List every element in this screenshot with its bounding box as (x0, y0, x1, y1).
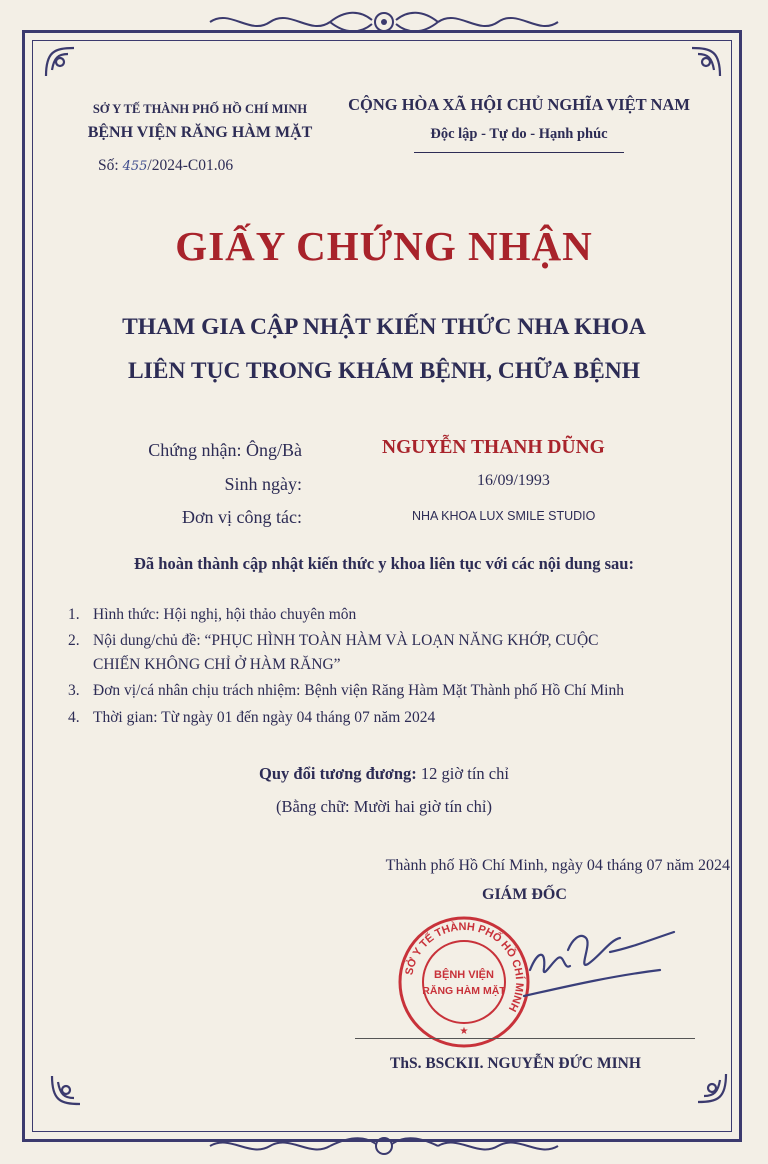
issuing-department: SỞ Y TẾ THÀNH PHỐ HỒ CHÍ MINH (92, 102, 308, 116)
top-ornament-icon (200, 6, 568, 38)
credit-label: Quy đổi tương đương: (259, 764, 417, 783)
place-and-date: Thành phố Hồ Chí Minh, ngày 04 tháng 07 năm 2024 (385, 857, 730, 874)
document-number (98, 157, 233, 175)
issuing-hospital: BỆNH VIỆN RĂNG HÀM MẶT (87, 124, 313, 141)
corner-ornament-icon (46, 1070, 86, 1110)
certificate-subtitle-line2: LIÊN TỤC TRONG KHÁM BỆNH, CHỮA BỆNH (127, 358, 641, 384)
birth-date-value: 16/09/1993 (477, 472, 550, 489)
seal-center-line1: BỆNH VIỆN (434, 969, 494, 981)
national-motto: Độc lập - Tự do - Hạnh phúc (430, 126, 608, 142)
corner-ornament-icon (686, 42, 726, 82)
recipient-name-label: Chứng nhận: Ông/Bà (148, 440, 302, 460)
workplace-value: NHA KHOA LUX SMILE STUDIO (412, 509, 596, 523)
document-number-handwritten: 455 (122, 159, 148, 174)
corner-ornament-icon (40, 42, 80, 82)
list-item-continuation: CHIẾN KHÔNG CHỈ Ở HÀM RĂNG” (93, 656, 341, 673)
credit-value: 12 giờ tín chỉ (420, 764, 509, 783)
list-item: 3. Đơn vị/cá nhân chịu trách nhiệm: Bệnh viện Răng Hàm Mặt Thành phố Hồ Chí Minh (68, 682, 624, 699)
list-item: 2. Nội dung/chủ đề: “PHỤC HÌNH TOÀN HÀM VÀ LOẠN NĂNG KHỚP, CUỘC (68, 632, 599, 649)
handwritten-signature (460, 910, 700, 1030)
credit-in-words: (Bằng chữ: Mười hai giờ tín chỉ) (276, 797, 492, 816)
national-heading: CỘNG HÒA XÃ HỘI CHỦ NGHĨA VIỆT NAM (348, 95, 690, 114)
birth-date-label: Sinh ngày: (224, 474, 302, 494)
seal-star-icon: ★ (459, 1026, 469, 1037)
document-number-suffix: /2024-C01.06 (147, 157, 234, 174)
motto-underline (414, 152, 624, 153)
corner-ornament-icon (692, 1068, 732, 1108)
list-item: 1. Hình thức: Hội nghị, hội thảo chuyên môn (68, 606, 357, 623)
seal-center-line2: RĂNG HÀM MẶT (422, 985, 506, 997)
seal-ring-text: SỞ Y TẾ THÀNH PHỐ HỒ CHÍ MINH (403, 920, 526, 1014)
credit-equivalent (0, 764, 768, 784)
certificate-subtitle-line1: THAM GIA CẬP NHẬT KIẾN THỨC NHA KHOA (122, 314, 646, 340)
document-number-prefix: Số: (98, 157, 123, 174)
certificate-title: GIẤY CHỨNG NHẬN (175, 223, 593, 269)
list-item: 4. Thời gian: Từ ngày 01 đến ngày 04 tháng 07 năm 2024 (68, 709, 436, 726)
completion-statement: Đã hoàn thành cập nhật kiến thức y khoa liên tục với các nội dung sau: (134, 554, 634, 573)
workplace-label: Đơn vị công tác: (182, 507, 302, 527)
signature-line (355, 1038, 695, 1039)
recipient-name: NGUYỄN THANH DŨNG (382, 437, 605, 458)
bottom-ornament-icon (200, 1132, 568, 1160)
signer-position: GIÁM ĐỐC (482, 886, 567, 903)
signer-name: ThS. BSCKII. NGUYỄN ĐỨC MINH (390, 1055, 641, 1072)
